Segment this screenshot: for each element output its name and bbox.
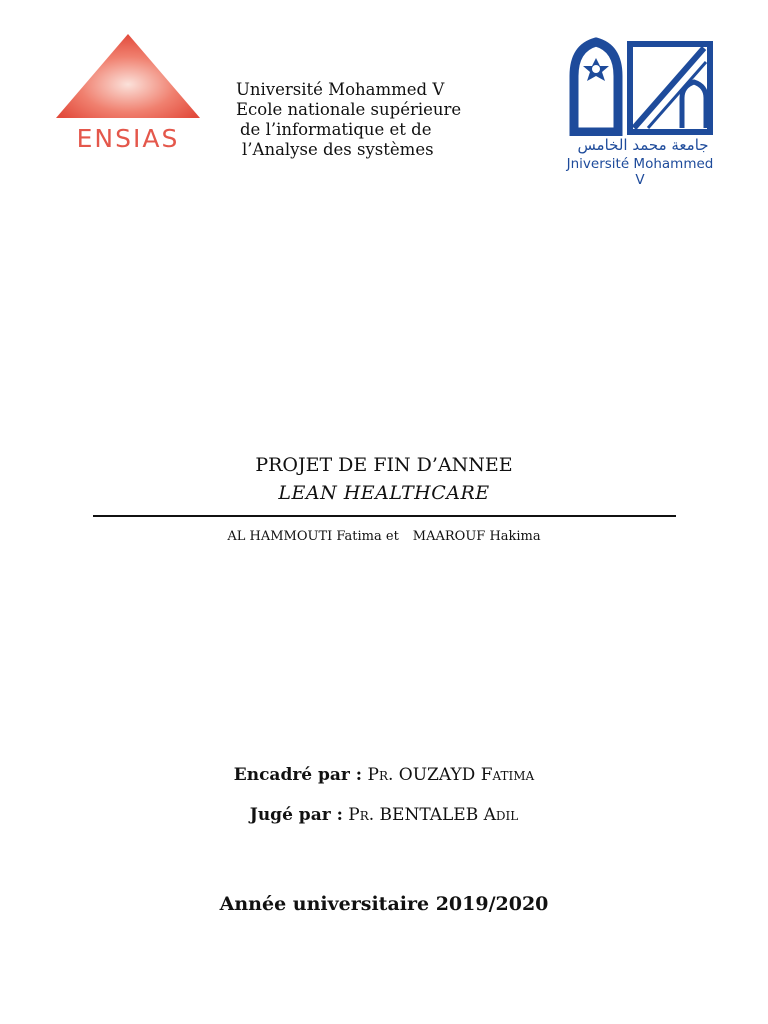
ensias-triangle-icon [52,32,204,127]
title-divider [93,515,676,517]
jury-label: Jugé par : [249,805,343,825]
um5-emblem-icon [560,36,718,136]
project-title: PROJET DE FIN D’ANNEE [255,454,513,476]
ensias-logo [52,32,204,154]
ensias-wordmark: ENSIAS [76,124,180,153]
jury-line [0,805,768,825]
author-first: AL HAMMOUTI Fatima et [227,529,399,544]
university-header [236,80,486,160]
header-line-university: Université Mohammed V [236,80,445,99]
um5-logo [560,36,718,188]
author-second: MAAROUF Hakima [412,529,541,544]
supervisor-label: Encadré par : [233,765,363,785]
um5-arabic-name: جامعة محمد الخامس [577,136,709,154]
academic-year: Année universitaire 2019/2020 [219,893,549,915]
supervisor-name: Pr. OUZAYD Fatima [367,765,535,785]
project-subtitle: LEAN HEALTHCARE [278,482,490,504]
authors-line [0,529,768,544]
supervisor-line [0,765,768,785]
header-line-informatique: de l’informatique et de [240,120,432,139]
header-line-analyse: l’Analyse des systèmes [242,140,434,159]
jury-name: Pr. BENTALEB Adil [348,805,519,825]
um5-latin-name: Jniversité Mohammed V [566,156,714,188]
header-line-school: Ecole nationale supérieure [236,100,462,119]
